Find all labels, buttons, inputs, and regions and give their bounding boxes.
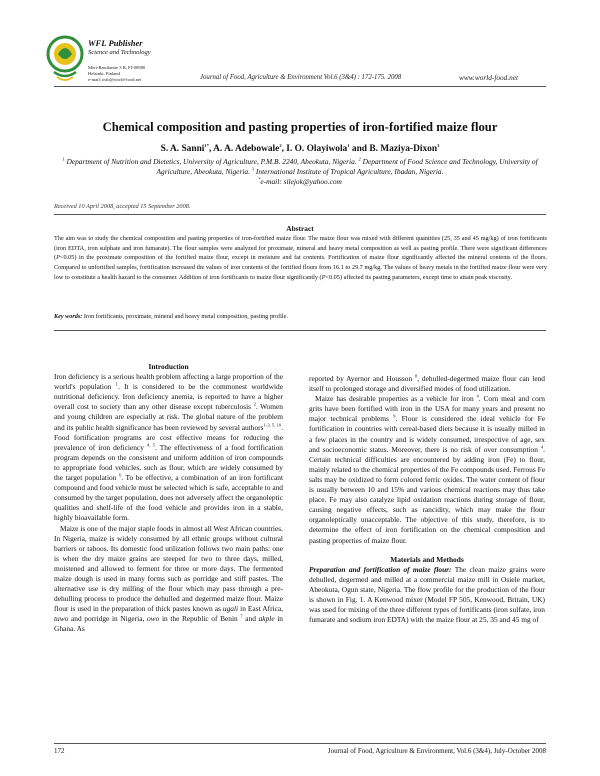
abstract-top-divider: [54, 214, 546, 215]
abstract-bottom-divider: [54, 330, 546, 331]
methods-paragraph-1: Preparation and fortification of maize flour: The clean maize grains were dehulled, degermed and milled at a commercial maize mill in Osiele market, Abeokuta, Ogun state, Nigeria. The flow profile for the production of the flour is shown in Fig. 1. A Kenwood mixer (Model FP 505, Kenwood, Britain, UK) was used for mixing of the three different types of fortificants (iron sulfate, iron fumarate and sodium iron EDTA) with the maize flour at 25, 35 and 45 mg of: [309, 564, 546, 625]
preparation-subheading: Preparation and fortification of maize flour:: [309, 564, 452, 574]
publisher-block: [88, 38, 198, 83]
journal-website: www.world-food.net: [459, 73, 519, 82]
footer-citation: Journal of Food, Agriculture & Environment, Vol.6 (3&4), July-October 2008: [327, 747, 546, 755]
publisher-name: WFL Publisher: [88, 38, 143, 48]
intro-paragraph-4: Maize has desirable properties as a vehicle for iron $^4$. Corn meal and corn grits have been fortified with iron in the USA for many years and present no major technical problems $^9$. Flour is considered the ideal vehicle for Fe fortification in countries with cereal-based diets because it is usually milled in a few places in the country and is widely consumed, irrespective of age, sex and socioeconomic status. Moreover, there is no risk of over consumption $^4$. Certain technical difficulties are encountered by adding iron (Fe) to flour, mainly related to the chemical properties of the Fe compounds used. Ferrous Fe salts may be oxidized to form colored ferric oxides. The water content of flour is usually between 10 and 15% and various chemical reactions may thus take place. Fe may also catalyze lipid oxidation reactions during storage of flour, causing negative effects, such as rancidity, which may make the flour organoleptically unacceptable. The objective of this study, therefore, is to determine the effect of iron fortification on the chemical composition and pasting properties of maize flour.: [309, 393, 545, 545]
abstract-heading: Abstract: [286, 224, 314, 233]
page-number: 172: [54, 747, 65, 755]
publisher-subtitle: Science and Technology: [88, 49, 151, 56]
intro-paragraph-2: Maize is one of the major staple foods in almost all West African countries. In Nigeria, maize is widely consumed by all ethnic groups without cultural barriers or taboos. Its domestic food utilization follows two main paths: one is when the dry maize grains are steeped for two to three days, milled, moistened and allowed to ferment for three or more days. The fermented maize dough is used in many forms such as porridge and stiff pastes. The alternative use is dry milling of the flour which may pass through a pre-dehulling process to produce the dehulled and degermed maize flour. Maize flour is used in the preparation of thick pastes known as ugali in East Africa, tuwo and porridge in Nigeria, owo in the Republic of Benin $^7$ and akple in Ghana. As: [54, 523, 283, 634]
keywords: Key words: Iron fortificants, proximate, mineral and heavy metal composition, pasting profile.: [54, 313, 288, 320]
intro-paragraph-3: reported by Ayernor and Housson $^8$, dehulled-degermed maize flour can lend itself to prolonged storage and diversified modes of food utilization.: [309, 373, 545, 394]
methods-heading: Materials and Methods: [390, 554, 464, 564]
body-column-left: [54, 362, 283, 635]
journal-header: Journal of Food, Agriculture & Environment Vol.6 (3&4) : 172-175. 2008: [200, 74, 402, 81]
wfl-logo-icon: [46, 34, 84, 84]
author-affiliations: $^1$ Department of Nutrition and Dietetics, University of Agriculture, P.M.B. 2240, Abeokuta, Nigeria. $^2$ Department of Food Science and Technology, University of Agriculture, Abeokuta, Nigeria. $^3$ International Institute of Tropical Agriculture, Ibadan, Nigeria. *e-mail: silejok@yahoo.com: [62, 156, 538, 187]
publisher-address: Meri-Rastilantie 3 B, FI-00980 Helsinki, Finland e-mail: info@world-food.net: [88, 65, 146, 82]
footer-divider: [54, 743, 546, 744]
header-divider: [54, 86, 546, 87]
abstract-text: The aim was to study the chemical composition and pasting properties of iron-fortified maize flour. The maize flour was mixed with different quantities (25, 35 and 45 mg/kg) of iron fortificants (iron EDTA, iron sulphate and iron fumarate). The flour samples were analyzed for proximate, mineral and heavy metal composition as well as pasting profile. There were significant differences (P<0.05) in the proximate composition of the fortified maize flour, except in moisture and fat contents. Fortification of maize flour significantly affected the mineral contents of the flours. Compared to unfortified samples, fortification increased the values of iron contents of the fortified flours from 16.1 to 29.7 mg/kg. The values of heavy metals in the fortified maize flour were very low to constitute a health hazard to the consumer. Addition of iron fortificants to maize flour significantly (P<0.05) affected its pasting parameters, except time to attain peak viscosity.: [54, 235, 547, 281]
intro-paragraph-1: Iron deficiency is a serious health problem affecting a large proportion of the world's population $^1$. It is considered to be the commonest worldwide nutritional deficiency. Iron deficiency anemia, is reported to have a higher overall cost to society than any other disease except tuberculosis $^2$. Women and young children are especially at risk. The global nature of the problem and its public health significance has been reviewed by several authors$^{1-3, 5, 10}$. Food fortification programs are cost effective means for reducing the prevalence of iron deficiency $^{4, 5}$. The effectiveness of a food fortification program depends on the consistent and uniform addition of iron compounds to appropriate food vehicles, such as flour, which are widely consumed by the target population $^6$. To be effective, a combination of an iron fortificant compound and food vehicle must be selected which is safe, acceptable to and consumed by the target population, does not adversely affect the organoleptic qualities and shelf-life of the food vehicle and provides iron in a stable, highly bioavailable form.: [54, 372, 284, 523]
introduction-heading: Introduction: [148, 362, 189, 371]
article-title: Chemical composition and pasting properties of iron-fortified maize flour: [102, 120, 498, 134]
received-dates: Received 10 April 2008, accepted 15 September 2008.: [54, 203, 191, 210]
author-list: S. A. Sanni$^{1*}$, A. A. Adebowale$^2$, I. O. Olayiwola$^1$ and B. Maziya-Dixon$^3$: [160, 142, 440, 154]
corresponding-email: e-mail: silejok@yahoo.com: [260, 177, 342, 187]
body-column-right: [309, 374, 545, 625]
